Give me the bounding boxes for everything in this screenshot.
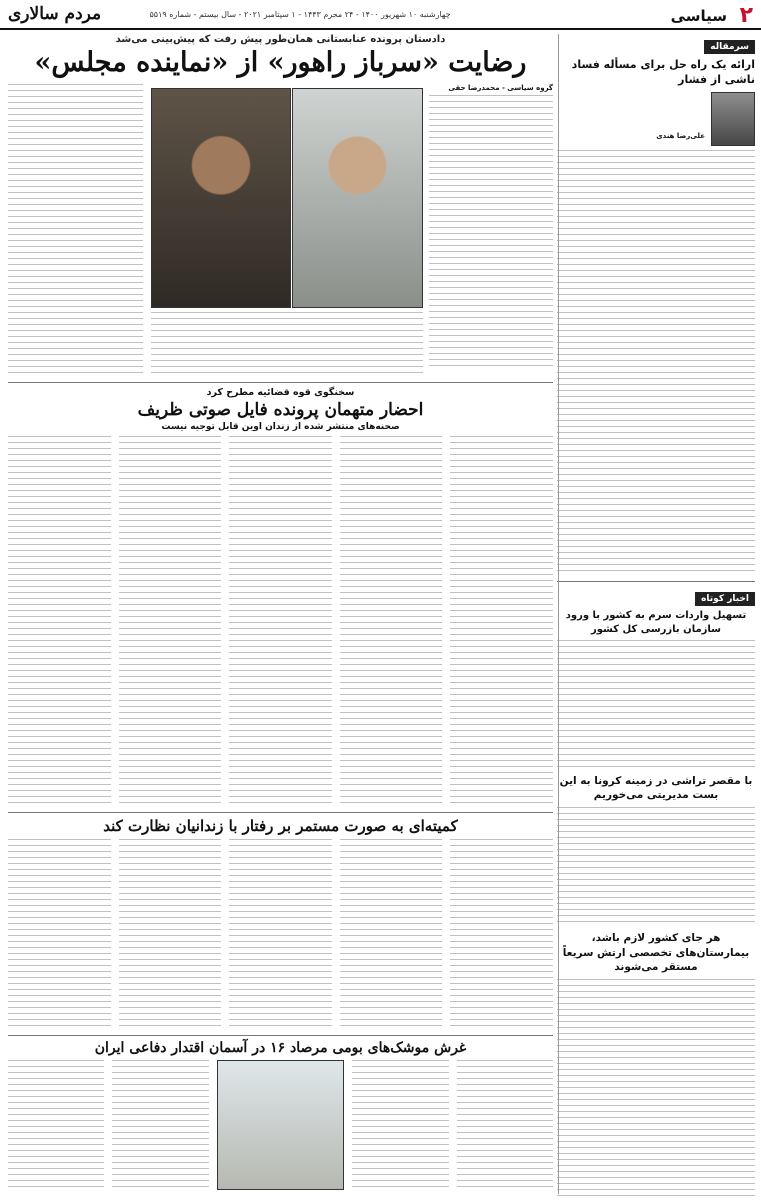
photo-soldier (292, 88, 423, 308)
lead-text-col-1 (429, 84, 553, 376)
story4-body (8, 1060, 553, 1190)
story-2 (8, 387, 553, 806)
lead-body (8, 84, 553, 376)
story2-headline: احضار متهمان پرونده فایل صوتی ظریف (137, 400, 424, 420)
author-block (557, 92, 755, 146)
divider (8, 382, 553, 383)
lead-byline: گروه سیاسی - محمدرضا حقی (448, 84, 553, 92)
brief3-title: هر جای کشور لازم باشد، بیمارستان‌های تخصصی ارتش سریعاً مستقر می‌شوند (562, 932, 750, 974)
lead-text-col-4 (8, 84, 143, 376)
story-4 (8, 1040, 553, 1190)
right-column (557, 34, 755, 1194)
lead-headline: رضایت «سرباز راهور» از «نماینده مجلس» (34, 47, 527, 78)
photo-mp (151, 88, 291, 308)
paper-name: مردم سالاری (8, 4, 102, 24)
brief3-body (557, 979, 755, 1201)
lead-text-under-photos (151, 312, 423, 376)
story3-body (8, 839, 553, 1029)
author-photo (711, 92, 755, 146)
author-name: علی‌رضا هندی (656, 131, 705, 140)
brief2-title: با مقصر تراشی در زمینه کرونا به این بست مدیریتی می‌خوریم (559, 774, 753, 802)
story-3 (8, 817, 553, 1029)
story4-headline: غرش موشک‌های بومی مرصاد ۱۶ در آسمان اقتدار دفاعی ایران (94, 1040, 467, 1056)
story2-kicker: سخنگوی قوه قضائیه مطرح کرد (206, 387, 355, 398)
column-separator (558, 34, 559, 1194)
briefs-tag: اخبار کوتاه (695, 592, 755, 606)
masthead (0, 0, 761, 30)
brief1-title: تسهیل واردات سرم به کشور با ورود سازمان بازرسی کل کشور (565, 609, 747, 635)
divider (8, 1035, 553, 1036)
date-line: چهارشنبه ۱۰ شهریور ۱۴۰۰ - ۲۴ محرم ۱۴۴۳ - ۱ سپتامبر ۲۰۲۱ - سال بیستم - شماره ۵۵۱۹ (149, 10, 451, 19)
editorial-title: ارائه یک راه حل برای مسأله فساد ناشی از فشار (571, 58, 755, 86)
lead-story (8, 34, 553, 376)
lead-kicker: دادستان پرونده عنابستانی همان‌طور پیش رفت که پیش‌بینی می‌شد (115, 34, 446, 45)
editorial-tag: سرمقاله (704, 40, 755, 54)
briefs-section (557, 581, 755, 1201)
missile-photo (217, 1060, 344, 1190)
section-name: سیاسی (670, 7, 727, 25)
page-number: ۲ (739, 3, 753, 28)
main-column (8, 34, 553, 1194)
divider (8, 812, 553, 813)
story2-body (8, 436, 553, 806)
story2-subhead: صحنه‌های منتشر شده از زندان اوین قابل توجیه نیست (161, 422, 400, 432)
brief2-body (557, 807, 755, 927)
story3-headline: کمیته‌ای به صورت مستمر بر رفتار با زندانیان نظارت کند (103, 817, 458, 835)
editorial-body (557, 150, 755, 575)
brief1-body (557, 640, 755, 770)
